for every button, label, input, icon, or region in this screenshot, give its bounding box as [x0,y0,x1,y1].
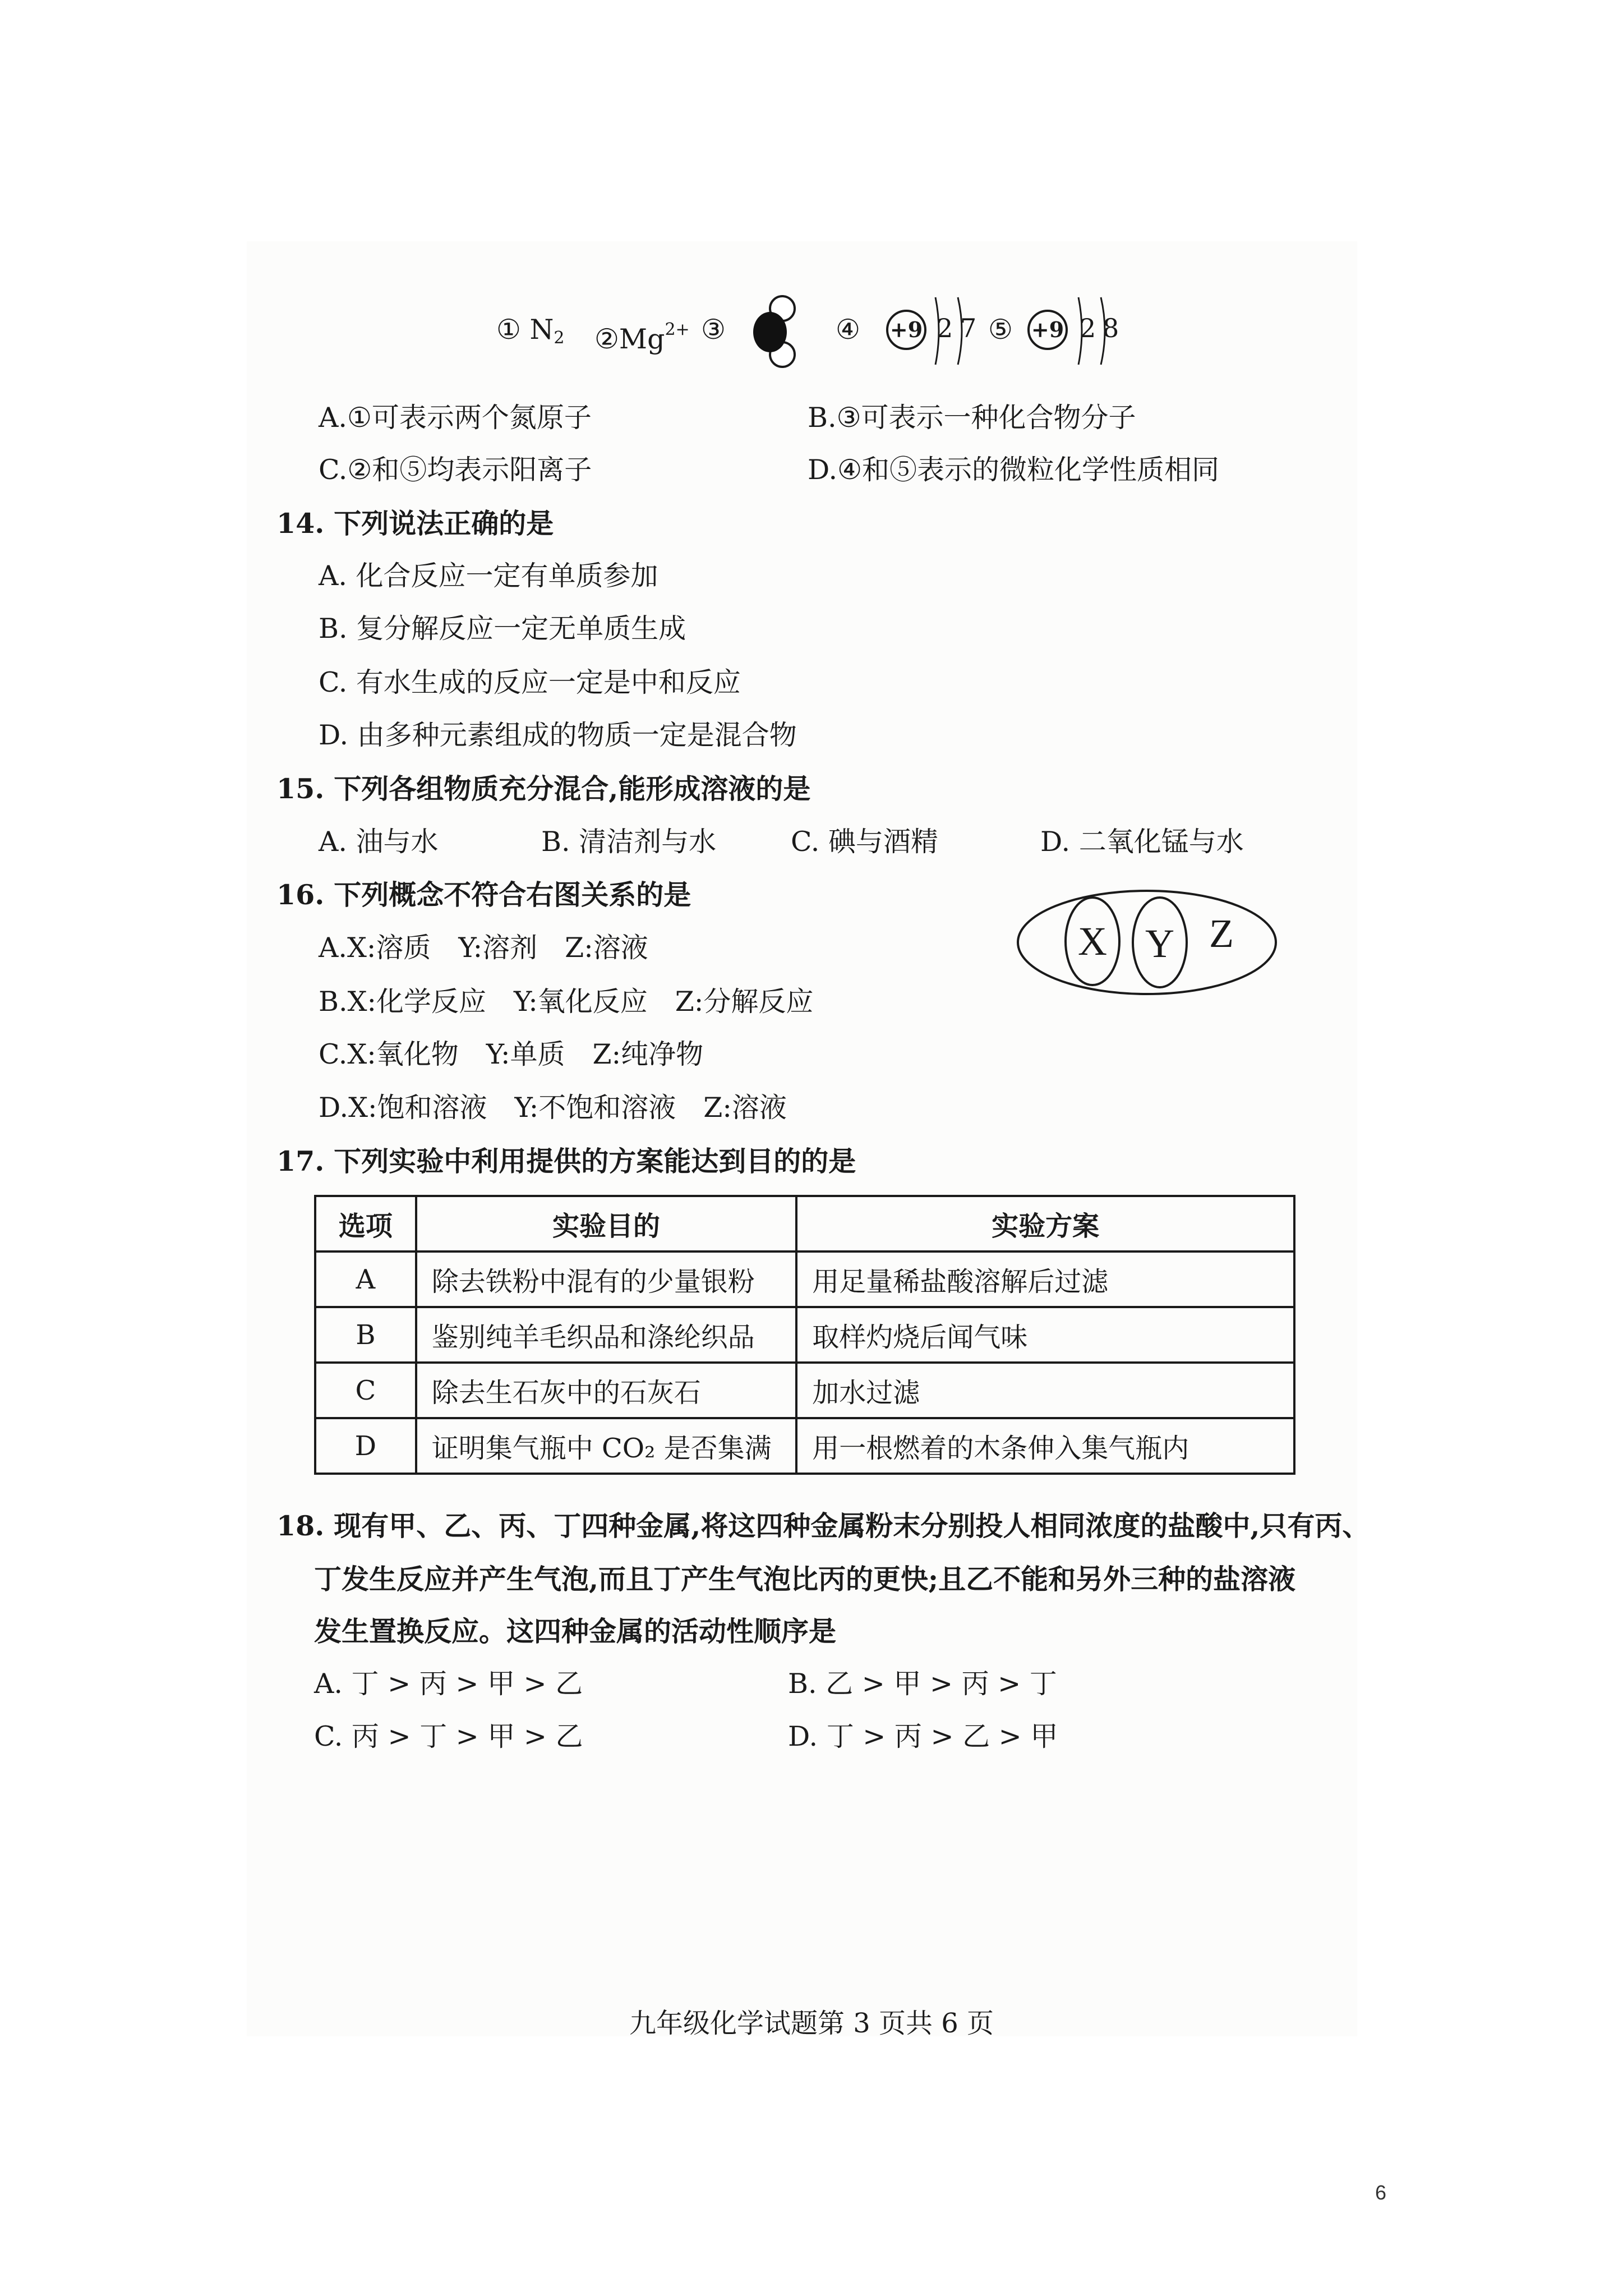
q14-option-a: A. 化合反应一定有单质参加 [319,560,658,592]
table-row [315,1363,1294,1418]
nucleus-4: +9 [886,310,926,350]
q15-option-c: C. 碘与酒精 [791,826,938,858]
nucleus-5: +9 [1027,310,1068,350]
q15-stem: 15. 下列各组物质充分混合,能形成溶液的是 [276,772,811,805]
q18-stem-line-3: 发生置换反应。这四种金属的活动性顺序是 [314,1615,837,1648]
table-header-cell: 实验目的 [416,1196,796,1251]
q14-option-b: B. 复分解反应一定无单质生成 [319,613,686,645]
q18-stem-line-1: 18. 现有甲、乙、丙、丁四种金属,将这四种金属粉末分别投人相同浓度的盐酸中,只有丙、 [276,1510,1370,1542]
table-row [315,1251,1294,1307]
q16-option-a: A.X:溶质 Y:溶剂 Z:溶液 [319,932,648,964]
table-cell: B [315,1307,416,1363]
formula-item-4-label: ④ [836,314,860,346]
molecule-model-icon [743,292,810,376]
q16-option-b: B.X:化学反应 Y:氧化反应 Z:分解反应 [319,986,814,1018]
table-cell: C [315,1363,416,1418]
q16-stem: 16. 下列概念不符合右图关系的是 [276,878,691,911]
q15-option-b: B. 清洁剂与水 [541,826,717,858]
table-cell: 鉴别纯羊毛织品和涤纶织品 [416,1307,796,1363]
q18-option-c: C. 丙 > 丁 > 甲 > 乙 [314,1720,583,1752]
q14-stem: 14. 下列说法正确的是 [276,507,554,540]
shell5-electrons-2: 8 [1103,313,1119,343]
table-cell: 除去铁粉中混有的少量银粉 [416,1251,796,1307]
q18-option-b: B. 乙 > 甲 > 丙 > 丁 [788,1668,1057,1700]
xyz-set-diagram [1009,881,1284,1004]
diagram-label-z: Z [1209,911,1234,956]
shell4-electrons-1: 2 [937,313,953,343]
page-footer: 九年级化学试题第 3 页共 6 页 [629,2008,994,2039]
q16-option-c: C.X:氧化物 Y:单质 Z:纯净物 [319,1038,704,1070]
table-cell: 证明集气瓶中 CO₂ 是否集满 [416,1418,796,1474]
q13-option-a: A.①可表示两个氮原子 [319,402,592,434]
q15-option-a: A. 油与水 [319,826,439,858]
table-cell: 加水过滤 [796,1363,1294,1418]
shell4-electrons-2: 7 [960,313,977,343]
table-cell: A [315,1251,416,1307]
table-cell: 用足量稀盐酸溶解后过滤 [796,1251,1294,1307]
q13-option-b: B.③可表示一种化合物分子 [808,402,1136,434]
electron-shells-5-icon [1068,292,1130,376]
q14-option-d: D. 由多种元素组成的物质一定是混合物 [319,719,797,751]
formula-item-2: $②Mg^{2+}$ [594,320,690,355]
q13-option-c: C.②和⑤均表示阳离子 [319,454,592,486]
q13-formula-row [0,292,1623,381]
q18-stem-line-2: 丁发生反应并产生气泡,而且丁产生气泡比丙的更快;且乙不能和另外三种的盐溶液 [314,1563,1296,1595]
formula-item-3-label: ③ [701,314,726,346]
table-header-row [315,1196,1294,1251]
page-number: 6 [1375,2181,1387,2204]
q15-option-d: D. 二氧化锰与水 [1040,826,1244,858]
q18-option-d: D. 丁 > 丙 > 乙 > 甲 [788,1720,1058,1752]
q13-option-d: D.④和⑤表示的微粒化学性质相同 [808,454,1220,486]
electron-shells-4-icon [925,292,987,376]
q14-option-c: C. 有水生成的反应一定是中和反应 [319,666,741,698]
q18-option-a: A. 丁 > 丙 > 甲 > 乙 [314,1668,583,1700]
table-header-cell: 实验方案 [796,1196,1294,1251]
table-cell: 除去生石灰中的石灰石 [416,1363,796,1418]
shell5-electrons-1: 2 [1080,313,1096,343]
formula-item-5-label: ⑤ [988,314,1013,346]
table-cell: 取样灼烧后闻气味 [796,1307,1294,1363]
q17-table [314,1195,1295,1475]
table-cell: 用一根燃着的木条伸入集气瓶内 [796,1418,1294,1474]
q16-option-d: D.X:饱和溶液 Y:不饱和溶液 Z:溶液 [319,1092,787,1124]
diagram-label-x: X [1078,919,1107,964]
formula-item-1: ① $N_2$ [496,314,565,348]
table-row [315,1418,1294,1474]
table-header-cell: 选项 [315,1196,416,1251]
diagram-label-y: Y [1145,921,1174,966]
q17-stem: 17. 下列实验中利用提供的方案能达到目的的是 [276,1145,856,1177]
table-cell: D [315,1418,416,1474]
table-row [315,1307,1294,1363]
